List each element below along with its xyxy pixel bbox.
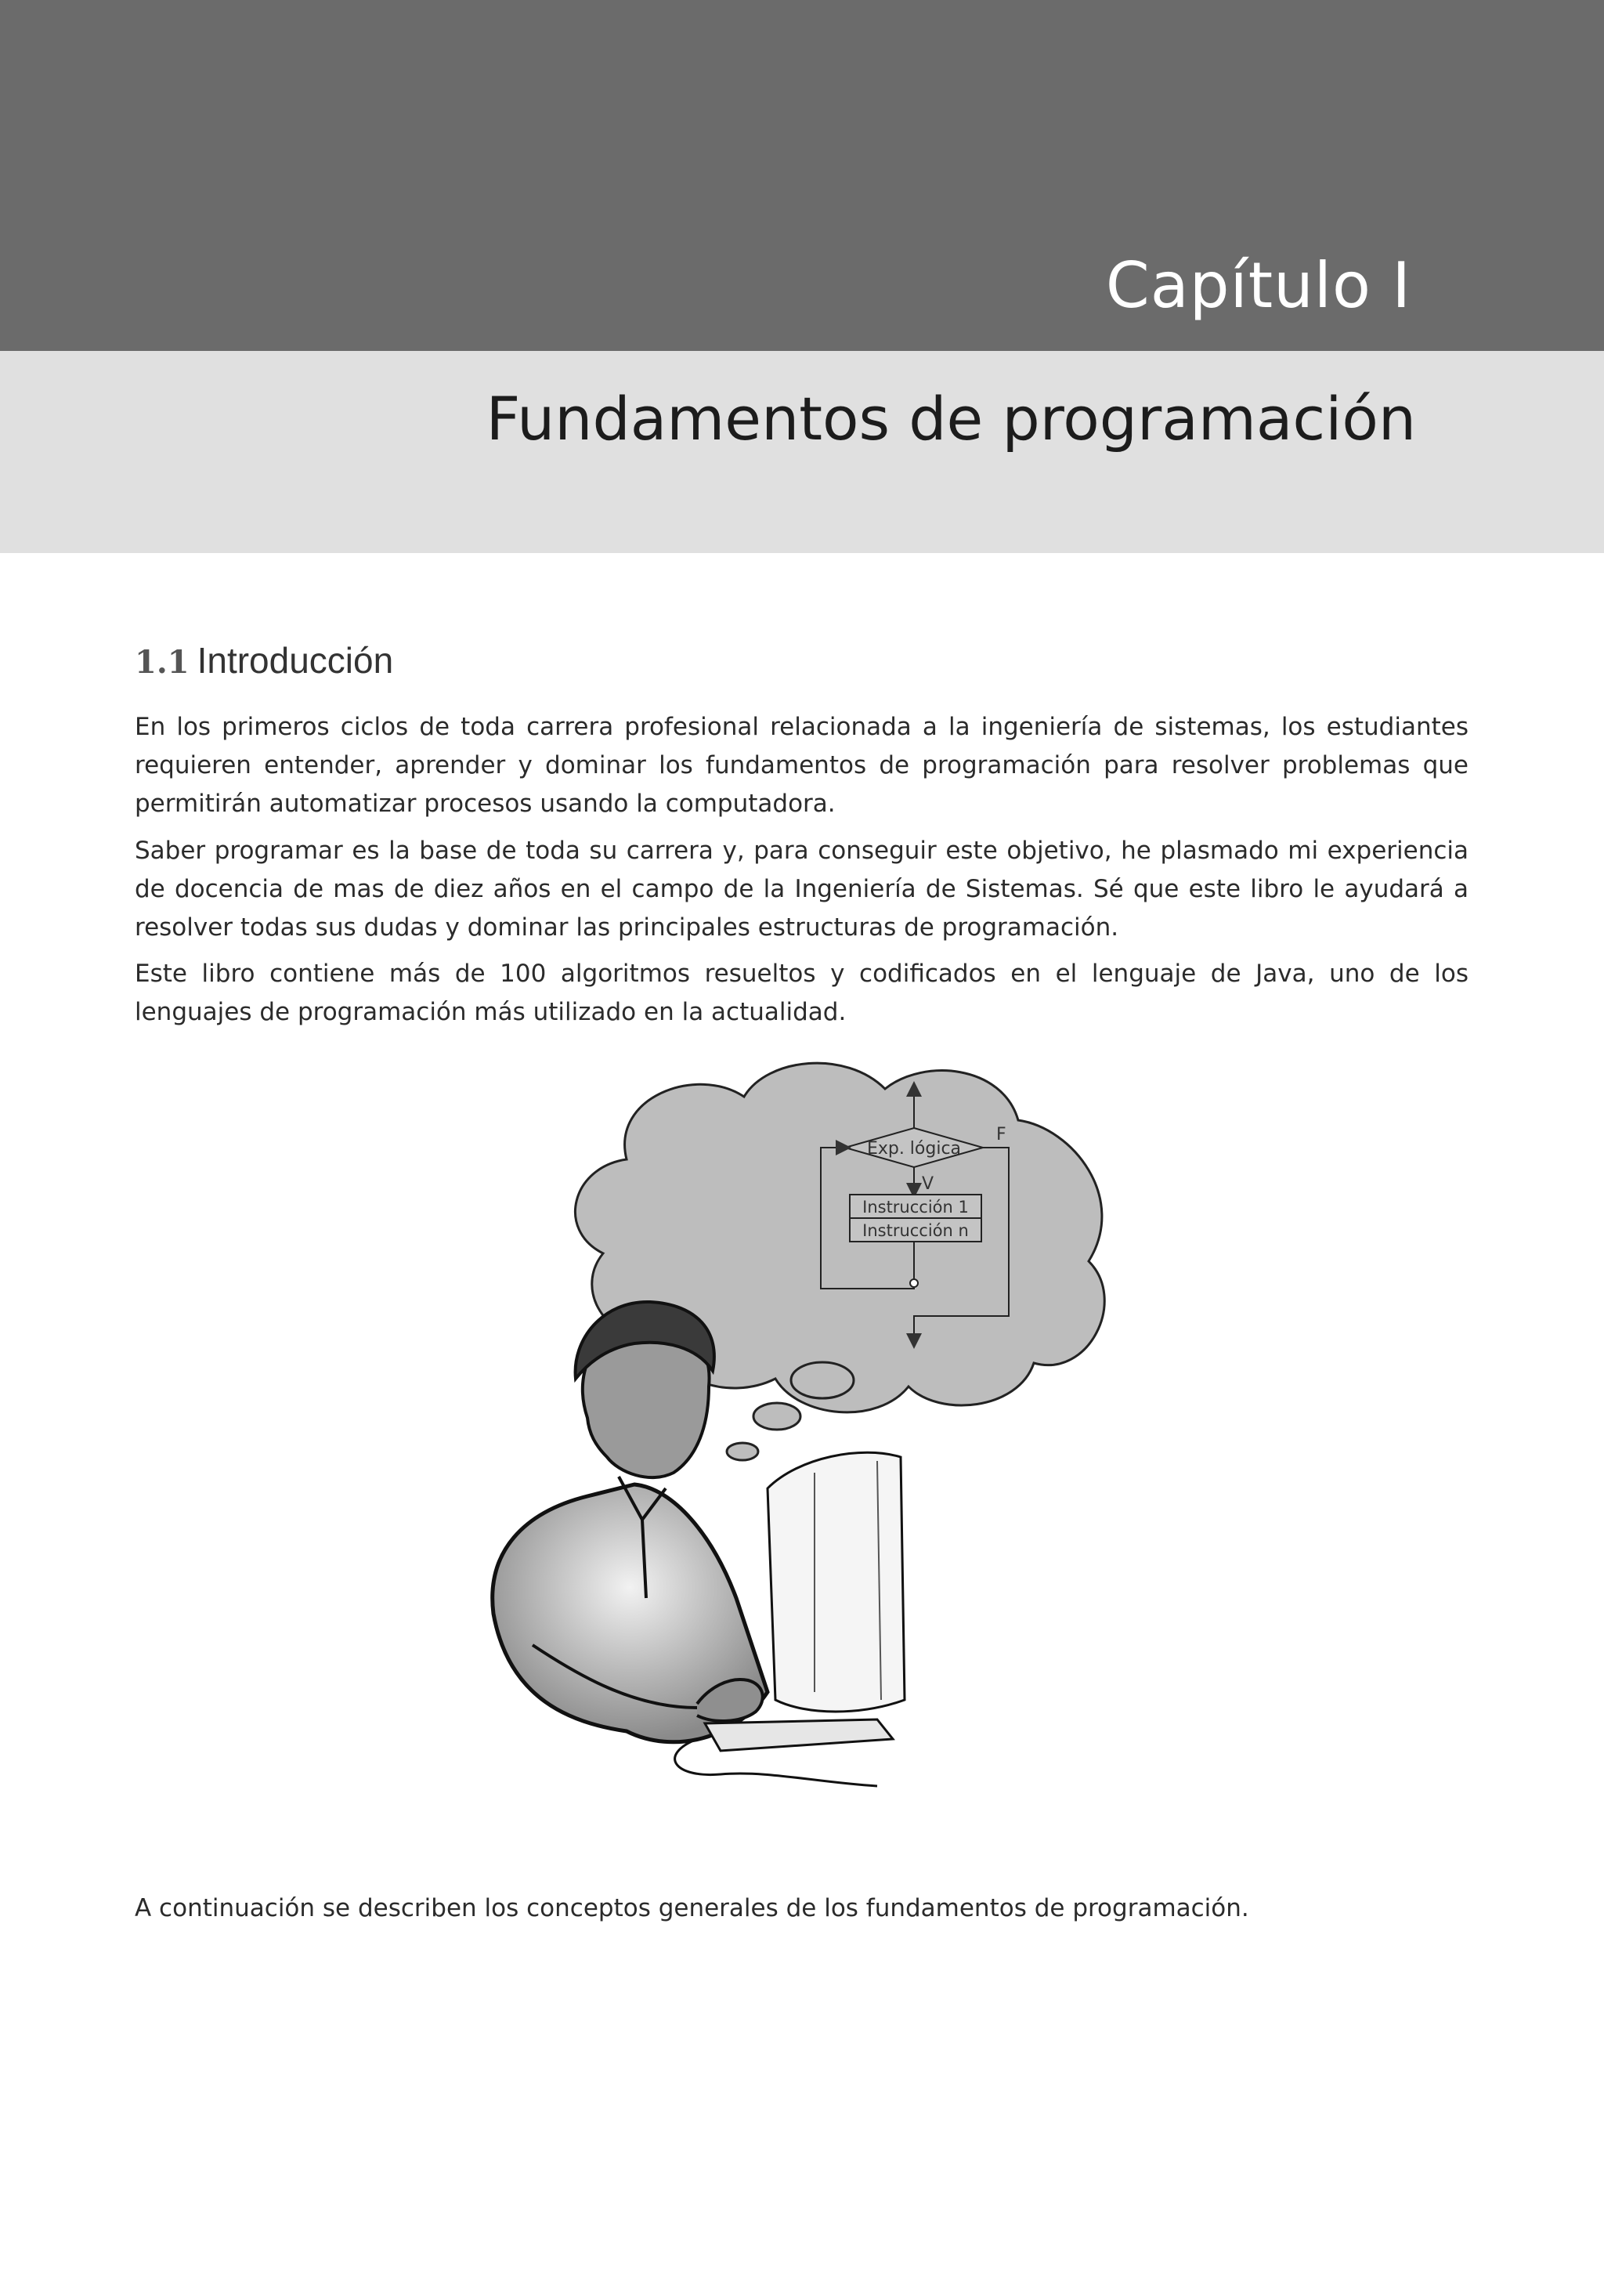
- closing-paragraph: A continuación se describen los conceptos generales de los fundamentos de programación.: [135, 1894, 1249, 1922]
- true-label: V: [922, 1174, 934, 1194]
- chapter-label: Capítulo I: [1105, 249, 1411, 322]
- chapter-title: Fundamentos de programación: [486, 384, 1416, 454]
- thought-bubble-small: [727, 1443, 758, 1460]
- keyboard: [705, 1719, 893, 1751]
- monitor: [768, 1452, 905, 1712]
- illustration-svg: [439, 1050, 1143, 1864]
- thought-bubble-medium: [753, 1403, 800, 1430]
- intro-paragraph-3: Este libro contiene más de 100 algoritmos resueltos y codificados en el lenguaje de Java, uno de los lenguajes de programación más utilizado en la actualidad.: [135, 960, 1469, 1026]
- instruction-1-label: Instrucción 1: [862, 1198, 969, 1217]
- instruction-n-label: Instrucción n: [862, 1221, 969, 1240]
- programmer-thinking-illustration: [439, 1050, 1143, 1864]
- thought-bubble-large: [791, 1362, 854, 1398]
- intro-paragraph-1: En los primeros ciclos de toda carrera profesional relacionada a la ingeniería de sistemas, los estudiantes requieren entender, aprender y dominar los fundamentos de programación para resolver problemas que permitirán automatizar procesos usando la computadora.: [135, 713, 1469, 818]
- section-heading: [135, 639, 393, 682]
- intro-paragraph-2: Saber programar es la base de toda su carrera y, para conseguir este objetivo, he plasmado mi experiencia de docencia de mas de diez años en el campo de la Ingeniería de Sistemas. Sé que este libro le ayudará a resolver todas sus dudas y dominar las principales estructuras de programación.: [135, 837, 1469, 942]
- section-number: 1.1: [135, 644, 190, 681]
- condition-label: Exp. lógica: [866, 1139, 962, 1159]
- false-label: F: [996, 1125, 1006, 1144]
- section-title: Introducción: [197, 640, 394, 681]
